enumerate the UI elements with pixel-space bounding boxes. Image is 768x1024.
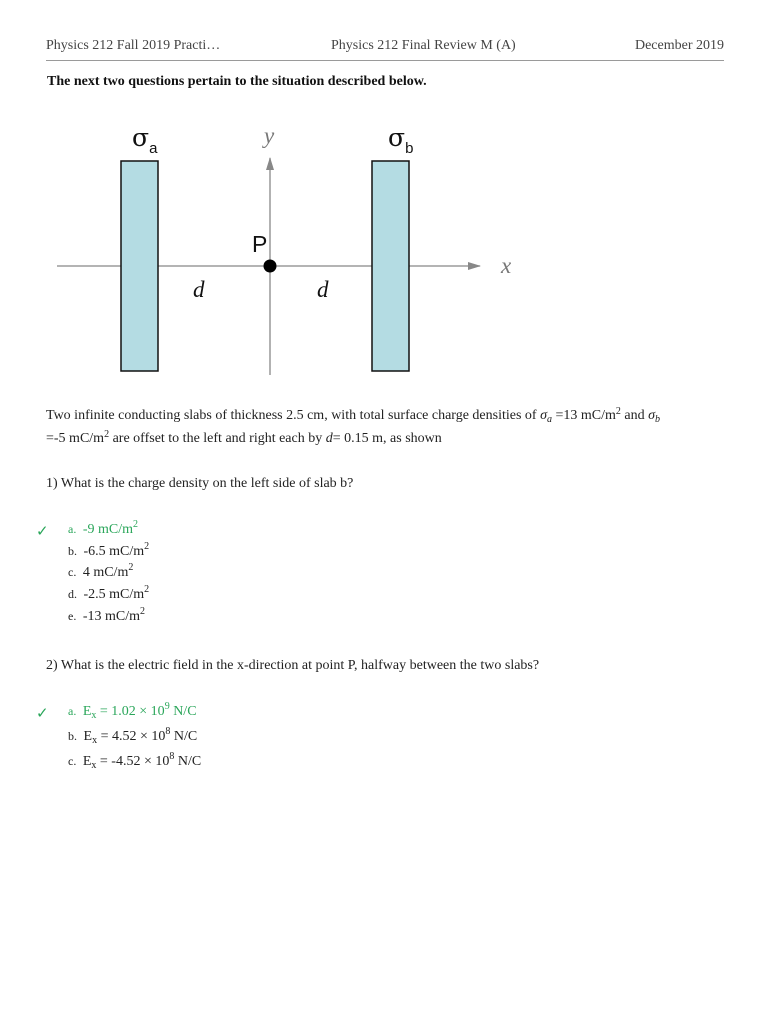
sigma-b-unit-exponent: 2 <box>104 429 110 440</box>
answer-1a[interactable] <box>68 519 138 538</box>
section-intro: The next two questions pertain to the situation described below. <box>47 74 427 89</box>
answer-2a[interactable] <box>68 701 197 721</box>
answer-field-symbol: E <box>82 754 92 769</box>
answer-value: -2.5 mC/m <box>83 587 145 602</box>
sigma-b-symbol: σ <box>648 408 656 423</box>
answer-letter: a. <box>68 704 77 718</box>
distance-d-symbol: d <box>325 431 333 446</box>
sigma-b-subscript: b <box>655 414 661 425</box>
answer-1b[interactable] <box>68 541 150 560</box>
answer-exponent: 2 <box>133 519 138 530</box>
distance-d-left: d <box>193 277 205 302</box>
distance-d-right: d <box>317 277 329 302</box>
answer-value: = 4.52 × 10 <box>97 729 166 744</box>
answer-letter: c. <box>68 754 77 768</box>
problem-text-1: Two infinite conducting slabs of thickness 2.5 cm, with total surface charge densities of <box>46 408 537 423</box>
answer-1c[interactable] <box>68 562 134 581</box>
sigma-a-unit-exponent: 2 <box>615 406 621 417</box>
slab-b <box>372 161 409 371</box>
correct-check-icon: ✓ <box>36 704 49 722</box>
answer-unit: N/C <box>169 704 197 719</box>
sigma-a-subscript: a <box>149 140 158 157</box>
problem-text-3: and <box>620 408 649 423</box>
y-axis-label: y <box>264 123 275 148</box>
answer-value: -9 mC/m <box>82 522 133 537</box>
problem-text-4: =-5 mC/m <box>46 431 105 446</box>
correct-check-icon: ✓ <box>36 522 49 540</box>
answer-letter: b. <box>68 544 77 558</box>
header-date: December 2019 <box>634 38 724 53</box>
point-p-dot <box>264 260 277 273</box>
sigma-a-subscript: a <box>547 414 552 425</box>
header-exam-title: Physics 212 Final Review M (A) <box>331 38 516 53</box>
answer-letter: a. <box>68 522 77 536</box>
point-p-label: P <box>252 231 268 257</box>
slab-diagram <box>0 100 768 390</box>
problem-text-2: =13 mC/m <box>552 408 616 423</box>
x-axis-label: x <box>501 253 512 278</box>
question-2-text: 2) What is the electric field in the x-direction at point P, halfway between the two slabs? <box>46 658 540 673</box>
problem-statement <box>46 404 736 450</box>
answer-exponent: 2 <box>144 541 150 552</box>
page-header <box>46 36 724 61</box>
answer-field-subscript: x <box>92 735 98 746</box>
problem-text-6: = 0.15 m, as shown <box>332 431 442 446</box>
answer-unit: N/C <box>174 754 202 769</box>
answer-letter: c. <box>68 565 77 579</box>
answer-2c[interactable] <box>68 751 202 771</box>
answer-letter: b. <box>68 729 77 743</box>
answer-exponent: 9 <box>164 701 170 712</box>
answer-2b[interactable] <box>68 726 198 746</box>
answer-value: 4 mC/m <box>82 565 129 580</box>
answer-value: = -4.52 × 10 <box>96 754 170 769</box>
question-1-text: 1) What is the charge density on the left side of slab b? <box>46 476 354 491</box>
sigma-a-symbol: σ <box>132 123 150 152</box>
answer-exponent: 2 <box>128 562 134 573</box>
header-course-title: Physics 212 Fall 2019 Practi… <box>46 38 221 53</box>
answer-exponent: 8 <box>169 751 175 762</box>
sigma-b-subscript: b <box>405 140 414 157</box>
answer-value: -13 mC/m <box>82 609 140 624</box>
answer-field-subscript: x <box>91 760 97 771</box>
answer-field-symbol: E <box>82 704 92 719</box>
problem-text-5: are offset to the left and right each by <box>109 431 326 446</box>
answer-value: -6.5 mC/m <box>83 544 145 559</box>
answer-exponent: 8 <box>165 726 171 737</box>
answer-field-symbol: E <box>83 729 93 744</box>
slab-diagram-svg <box>0 100 768 390</box>
answer-1e[interactable] <box>68 606 145 625</box>
answer-unit: N/C <box>170 729 198 744</box>
answer-exponent: 2 <box>144 584 150 595</box>
answer-field-subscript: x <box>91 710 97 721</box>
answer-1d[interactable] <box>68 584 150 603</box>
sigma-b-label <box>388 123 413 157</box>
sigma-a-label <box>132 123 158 157</box>
sigma-a-symbol: σ <box>540 408 547 423</box>
answer-exponent: 2 <box>140 606 145 617</box>
answer-value: = 1.02 × 10 <box>96 704 165 719</box>
answer-letter: e. <box>68 609 77 623</box>
slab-a <box>121 161 158 371</box>
sigma-b-symbol: σ <box>388 123 406 152</box>
answer-letter: d. <box>68 587 77 601</box>
